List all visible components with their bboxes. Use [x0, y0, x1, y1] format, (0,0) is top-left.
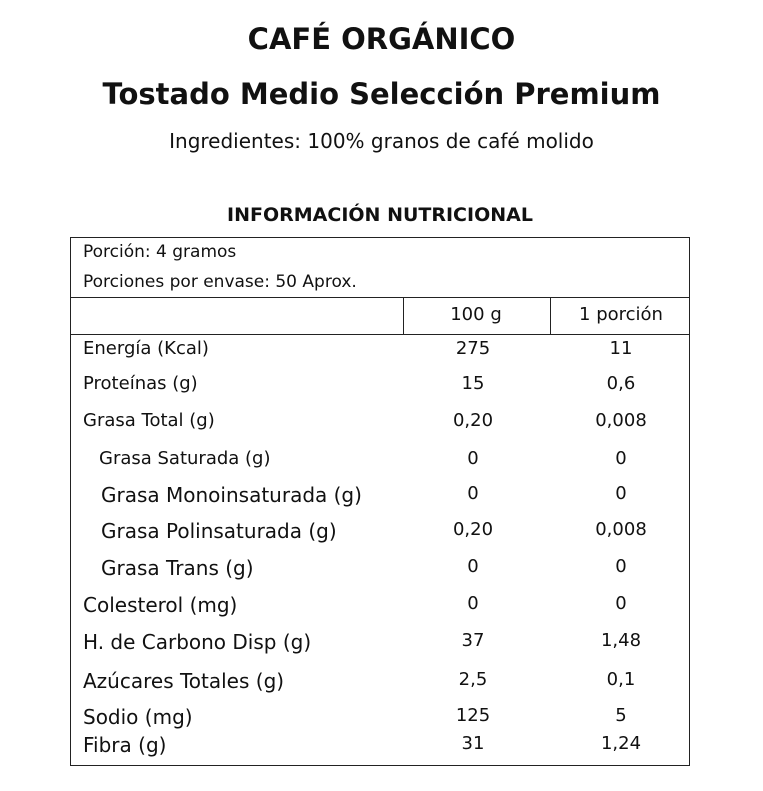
nutrient-value-per-serving: 0,008 [595, 410, 647, 431]
nutrient-label: Sodio (mg) [83, 705, 193, 729]
nutrient-label: Grasa Total (g) [83, 410, 215, 431]
nutrient-value-per-serving: 0 [615, 448, 627, 469]
nutrient-value-per-serving: 1,24 [600, 733, 642, 754]
nutrient-value-per-serving: 0,6 [606, 373, 636, 394]
column-divider [550, 297, 551, 334]
column-header-per-serving: 1 porción [579, 304, 663, 325]
product-title: CAFÉ ORGÁNICO [247, 22, 516, 56]
column-divider [403, 297, 404, 334]
nutrient-value-per-serving: 0,1 [606, 669, 636, 690]
nutrient-value-per100: 0,20 [452, 410, 494, 431]
nutrient-value-per-serving: 1,48 [600, 630, 642, 651]
nutrient-value-per100: 125 [455, 705, 491, 726]
column-header-per100: 100 g [450, 304, 502, 325]
serving-size: Porción: 4 gramos [83, 242, 237, 262]
nutrition-table [70, 237, 690, 766]
nutrient-value-per-serving: 11 [609, 338, 633, 359]
nutrient-value-per-serving: 0 [615, 556, 627, 577]
nutrient-label: Proteínas (g) [83, 373, 198, 394]
product-subtitle: Tostado Medio Selección Premium [102, 77, 661, 111]
nutrient-value-per-serving: 0 [615, 593, 627, 614]
nutrient-value-per100: 31 [461, 733, 485, 754]
nutrient-label: Fibra (g) [83, 733, 167, 757]
nutrition-heading: INFORMACIÓN NUTRICIONAL [227, 204, 533, 226]
servings-per-container: Porciones por envase: 50 Aprox. [83, 272, 357, 292]
nutrient-label: Grasa Monoinsaturada (g) [101, 483, 362, 507]
nutrient-value-per100: 0 [467, 593, 479, 614]
nutrient-value-per-serving: 0 [615, 483, 627, 504]
nutrient-value-per100: 0,20 [452, 519, 494, 540]
nutrient-label: Energía (Kcal) [83, 338, 209, 359]
nutrient-label: Grasa Polinsaturada (g) [101, 519, 337, 543]
nutrient-value-per100: 0 [467, 483, 479, 504]
header-divider-top [71, 297, 689, 298]
nutrient-label: H. de Carbono Disp (g) [83, 630, 312, 654]
nutrient-label: Azúcares Totales (g) [83, 669, 285, 693]
nutrient-value-per100: 37 [461, 630, 485, 651]
nutrient-label: Colesterol (mg) [83, 593, 238, 617]
nutrient-value-per100: 15 [461, 373, 485, 394]
nutrient-value-per100: 275 [455, 338, 491, 359]
nutrient-value-per-serving: 0,008 [595, 519, 647, 540]
header-divider-bottom [71, 334, 689, 335]
nutrient-value-per100: 2,5 [458, 669, 488, 690]
nutrient-label: Grasa Trans (g) [101, 556, 254, 580]
nutrient-label: Grasa Saturada (g) [99, 448, 271, 469]
nutrient-value-per100: 0 [467, 448, 479, 469]
ingredients-text: Ingredientes: 100% granos de café molido [169, 129, 594, 153]
nutrient-value-per100: 0 [467, 556, 479, 577]
nutrient-value-per-serving: 5 [615, 705, 627, 726]
